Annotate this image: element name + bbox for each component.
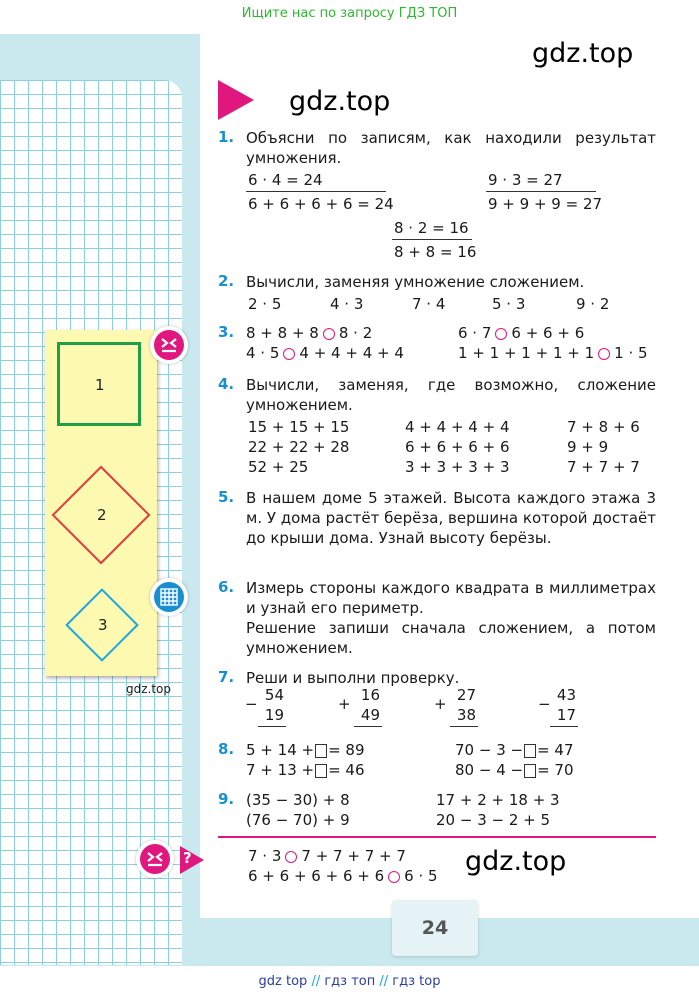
blank-box bbox=[524, 764, 536, 778]
expression: 20 − 3 − 2 + 5 bbox=[436, 811, 551, 829]
divider bbox=[392, 239, 472, 240]
watermark: gdz.top bbox=[465, 846, 567, 877]
question-mark: ? bbox=[183, 849, 192, 867]
compare-icon bbox=[136, 840, 174, 878]
operand: 19 bbox=[264, 706, 284, 724]
expression: 2 · 5 bbox=[248, 295, 282, 313]
watermark: gdz.top bbox=[532, 38, 634, 69]
expression: 52 + 25 bbox=[248, 458, 309, 476]
page-number: 24 bbox=[392, 900, 478, 956]
task-text: В нашем доме 5 этажей. Высота каждого этажа 3 м. У дома растёт берёза, вершина которой достаёт до крыши дома. Узнай высоту берёзы. bbox=[246, 489, 656, 547]
compare-circle-icon bbox=[495, 328, 507, 340]
link[interactable]: гдз top bbox=[392, 974, 441, 989]
top-banner: Ищите нас по запросу ГДЗ ТОП bbox=[241, 6, 458, 21]
expression: (76 − 70) + 9 bbox=[246, 811, 350, 829]
logo-triangle-icon bbox=[218, 80, 254, 120]
task-text: Реши и выполни проверку. bbox=[246, 669, 460, 687]
expression: 8 · 2 = 16 bbox=[394, 219, 469, 237]
expression: 17 + 2 + 18 + 3 bbox=[436, 791, 560, 809]
operand: 27 bbox=[456, 686, 476, 704]
operand: 49 bbox=[360, 706, 380, 724]
watermark: gdz.top bbox=[289, 86, 391, 117]
expression: 22 + 22 + 28 bbox=[248, 438, 350, 456]
comparison: 4 · 5 4 + 4 + 4 + 4 bbox=[246, 344, 404, 362]
bottom-links bbox=[0, 974, 699, 989]
expression: 8 + 8 = 16 bbox=[394, 243, 477, 261]
operand: 38 bbox=[456, 706, 476, 724]
divider bbox=[550, 726, 578, 727]
expression: 3 + 3 + 3 + 3 bbox=[405, 458, 510, 476]
task-number: 2. bbox=[218, 272, 235, 290]
square-label: 2 bbox=[97, 506, 107, 524]
comparison: 6 · 7 6 + 6 + 6 bbox=[458, 324, 585, 342]
divider bbox=[354, 726, 382, 727]
expression: 4 · 3 bbox=[330, 295, 364, 313]
equation: 5 + 14 + = 89 bbox=[246, 741, 365, 759]
operator: + bbox=[338, 695, 351, 713]
expression: 15 + 15 + 15 bbox=[248, 418, 350, 436]
expression: (35 − 30) + 8 bbox=[246, 791, 350, 809]
compare-circle-icon bbox=[388, 871, 400, 883]
task-number: 3. bbox=[218, 323, 235, 341]
grid-icon bbox=[150, 578, 188, 616]
expression: 7 · 4 bbox=[412, 295, 446, 313]
link[interactable]: gdz top bbox=[258, 974, 308, 989]
task-number: 4. bbox=[218, 375, 235, 393]
operator: − bbox=[245, 695, 258, 713]
comparison: 7 · 3 7 + 7 + 7 + 7 bbox=[248, 847, 406, 865]
expression: 9 · 2 bbox=[576, 295, 610, 313]
operand: 43 bbox=[556, 686, 576, 704]
comparison: 1 + 1 + 1 + 1 + 1 1 · 5 bbox=[458, 344, 648, 362]
divider bbox=[246, 191, 386, 192]
expression: 4 + 4 + 4 + 4 bbox=[405, 418, 510, 436]
divider-line bbox=[218, 836, 656, 838]
expression: 7 + 7 + 7 bbox=[567, 458, 640, 476]
compare-circle-icon bbox=[285, 851, 297, 863]
expression: 6 + 6 + 6 + 6 = 24 bbox=[248, 195, 394, 213]
equation: 80 − 4 − = 70 bbox=[455, 761, 574, 779]
expression: 6 + 6 + 6 + 6 bbox=[405, 438, 510, 456]
operand: 54 bbox=[264, 686, 284, 704]
task-text: Объясни по записям, как находили результат умножения. bbox=[246, 129, 656, 167]
equation: 70 − 3 − = 47 bbox=[455, 741, 574, 759]
task-number: 6. bbox=[218, 578, 235, 596]
operator: − bbox=[538, 695, 551, 713]
compare-circle-icon bbox=[598, 348, 610, 360]
operand: 17 bbox=[556, 706, 576, 724]
watermark-small: gdz.top bbox=[126, 682, 172, 696]
expression: 9 · 3 = 27 bbox=[488, 171, 563, 189]
expression: 5 · 3 bbox=[492, 295, 526, 313]
task-text: Решение запиши сначала сложением, а потом умножением. bbox=[246, 619, 656, 657]
task-text: Вычисли, заменяя умножение сложением. bbox=[246, 273, 585, 291]
task-text: Измерь стороны каждого квадрата в миллиметрах и узнай его периметр. bbox=[246, 579, 656, 617]
blank-box bbox=[524, 744, 536, 758]
blank-box bbox=[315, 744, 327, 758]
task-number: 9. bbox=[218, 790, 235, 808]
comparison: 6 + 6 + 6 + 6 + 6 6 · 5 bbox=[248, 867, 438, 885]
divider bbox=[450, 726, 478, 727]
link[interactable]: гдз топ bbox=[324, 974, 376, 989]
task-number: 1. bbox=[218, 128, 235, 146]
equation: 7 + 13 + = 46 bbox=[246, 761, 365, 779]
blank-box bbox=[315, 764, 327, 778]
operand: 16 bbox=[360, 686, 380, 704]
compare-circle-icon bbox=[283, 348, 295, 360]
separator: // bbox=[379, 974, 389, 989]
square-label: 3 bbox=[98, 616, 108, 634]
task-number: 8. bbox=[218, 740, 235, 758]
expression: 9 + 9 + 9 = 27 bbox=[488, 195, 603, 213]
task-number: 5. bbox=[218, 488, 235, 506]
separator: // bbox=[311, 974, 321, 989]
operator: + bbox=[434, 695, 447, 713]
divider bbox=[258, 726, 286, 727]
expression: 7 + 8 + 6 bbox=[567, 418, 640, 436]
expression: 9 + 9 bbox=[567, 438, 609, 456]
task-number: 7. bbox=[218, 668, 235, 686]
square-label: 1 bbox=[95, 376, 105, 394]
compare-circle-icon bbox=[323, 328, 335, 340]
task-text: Вычисли, заменяя, где возможно, сложение умножением. bbox=[246, 376, 656, 414]
comparison: 8 + 8 + 8 8 · 2 bbox=[246, 324, 373, 342]
expression: 6 · 4 = 24 bbox=[248, 171, 323, 189]
compare-icon bbox=[150, 326, 188, 364]
divider bbox=[486, 191, 596, 192]
